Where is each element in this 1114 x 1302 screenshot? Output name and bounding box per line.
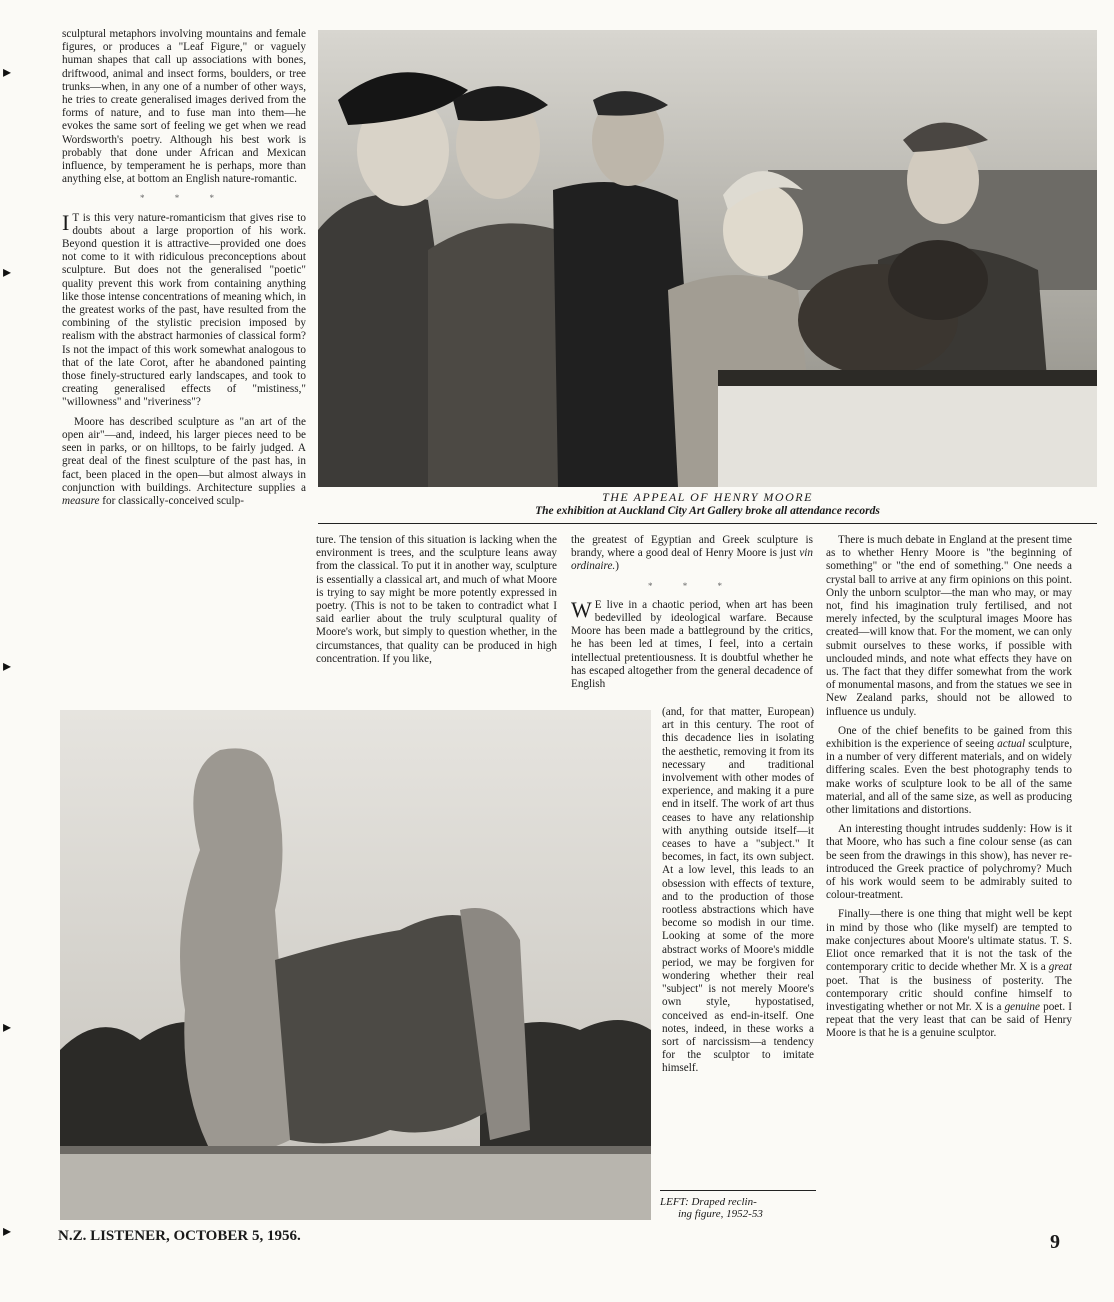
paragraph: the greatest of Egyptian and Greek sculpture is brandy, where a good deal of Henry Moore is just vin ordinaire.)	[571, 534, 813, 573]
section-break: * * *	[648, 580, 736, 591]
sculpture-caption	[660, 1196, 815, 1220]
paragraph: There is much debate in England at the present time as to whether Henry Moore is "the beginning of something" or "the end of something." One needs a crystal ball to arrive at any firm opinions on this point. Only the unborn sculptor—the man who may, or may not, find his imagination truly fertilised, and not merely infected, by the sculptural images Moore has created—will know that. For the moment, we can only submit ourselves to these works, if possible with unclouded minds, and note what effects they have on us. The fact that they differ somewhat from the work of monumental masons, and from the statues we see in New Zealand parks, should not be allowed to influence us unduly.	[826, 534, 1072, 718]
exhibition-photo-illustration	[318, 30, 1097, 487]
paragraph: I T is this very nature-romanticism that gives rise to doubts about a large proportion of his work. Beyond question it is attractive—provided one does not come to it with ridiculous preconceptions about sculpture. But does not the generalised "poetic" quality prevent this work from containing anything like those intense concentrations of meaning which, in the greatest works of the past, have resulted from the combining of the stylistic precision imposed by realism with the abstract harmonies of classical form? Is not the impact of this work somewhat analogous to that of the late Corot, after he abandoned painting those finely-structured early landscapes, and took to creating generalised effects of "mistiness," "willowness" and "riveriness"?	[62, 209, 306, 409]
article-column-2	[316, 534, 557, 704]
photo-title: THE APPEAL OF HENRY MOORE	[602, 490, 813, 504]
caption-line: ing figure, 1952-53	[678, 1208, 763, 1220]
paragraph: ture. The tension of this situation is lacking when the environment is trees, and the sculpture leans away from the classical. To put it in another way, sculpture is essentially a classical art, and much of what Moore is trying to say might be more potently expressed in poetry. (This is not to be taken to contradict what I said earlier about the truly sculptural quality of Moore's work, but simply to question whether, in the circumstances, that quality can be produced in high concentration. If you like,	[316, 534, 557, 665]
paragraph: Finally—there is one thing that might well be kept in mind by those who (like myself) are tempted to make conjectures about Moore's ultimate status. T. S. Eliot once remarked that it is not the task of the contemporary critic to decide whether Mr. X is a great poet. That is the business of posterity. The contemporary critic should confine himself to investigating whether or not Mr. X is a genuine poet. I repeat that the very least that can be said of Henry Moore is that he is a genuine sculptor.	[826, 908, 1072, 1040]
paragraph: W E live in a chaotic period, when art has been bedevilled by ideological warfare. Because Moore has been made a battleground by the critics, he has been led at times, I feel, into a certain intellectual pretentiousness. It is doubtful whether he has escaped altogether from the general decadence of English	[571, 596, 813, 691]
margin-mark: ▸	[3, 658, 12, 675]
caption-rule	[660, 1190, 816, 1191]
margin-mark: ▸	[3, 1019, 12, 1036]
section-break: * * *	[140, 193, 228, 204]
caption-line: LEFT: Draped reclin-	[660, 1196, 757, 1208]
page-number: 9	[1050, 1231, 1060, 1253]
margin-mark: ▸	[3, 1223, 12, 1240]
drop-cap: I	[62, 209, 70, 235]
margin-mark: ▸	[3, 64, 12, 81]
margin-mark: ▸	[3, 264, 12, 281]
paragraph: (and, for that matter, European) art in this century. The root of this decadence lies in isolating the aesthetic, removing it from its necessary and traditional involvement with other modes of experience, and making it a pure end in itself. The work of art thus ceases to have any relationship with anything outside itself—it ceases to have a "subject." It becomes, in fact, its own subject. At a low level, this leads to an obsession with effects of texture, and to the production of those rootless abstractions which have become so modish in our time. Looking at some of the more abstract works of Moore's middle period, we may be forgiven for wondering whether their real "subject" is not merely Moore's own style, hypostatised, conceived as end-in-itself. One notes, indeed, in these works a sort of narcissism—a tendency for the sculptor to imitate himself.	[662, 706, 814, 1075]
sculpture-photo	[60, 710, 651, 1220]
article-column-4	[826, 534, 1072, 1226]
article-column-3-continuation	[662, 706, 814, 1210]
sculpture-photo-illustration	[60, 710, 651, 1220]
caption-rule	[318, 523, 1097, 524]
article-column-1	[62, 28, 306, 708]
paragraph: One of the chief benefits to be gained from this exhibition is the experience of seeing actual sculpture, in a number of very different materials, and on widely differing scales. Even the best photography tends to make works of sculpture look to be all of the same material, and all of the same size, as well as producing other limitations and distortions.	[826, 724, 1072, 817]
drop-cap: W	[571, 596, 592, 622]
article-column-3	[571, 534, 813, 706]
photo-caption: The exhibition at Auckland City Art Gallery broke all attendance records	[535, 505, 880, 517]
paragraph: An interesting thought intrudes suddenly: How is it that Moore, who has such a fine colour sense (as can be seen from the drawings in this show), has never re-introduced the Greek practice of polychromy? Much of his work would seem to be admirably suited to colour-treatment.	[826, 823, 1072, 902]
exhibition-photo	[318, 30, 1097, 487]
publication-footer: N.Z. LISTENER, OCTOBER 5, 1956.	[58, 1228, 301, 1244]
paragraph: Moore has described sculpture as "an art of the open air"—and, indeed, his larger pieces need to be seen in parks, or on hilltops, to be fairly judged. A great deal of the finest sculpture of the past has, in fact, been placed in the open—but almost always in conjunction with buildings. Architecture supplies a measure for classically-conceived sculp-	[62, 415, 306, 507]
paragraph: sculptural metaphors involving mountains and female figures, or produces a "Leaf Figure," or vaguely human shapes that call up associations with bones, driftwood, animal and insect forms, boulders, or tree trunks—when, in any one of a number of other ways, he tries to create generalised images derived from the forms of nature, and to fuse man into them—he evokes the same sort of feeling we get when we read Wordsworth's poetry. Although his best work is probably that done under African and Mexican influence, by temperament he is perhaps, more than anything else, at bottom an English nature-romantic.	[62, 28, 306, 186]
